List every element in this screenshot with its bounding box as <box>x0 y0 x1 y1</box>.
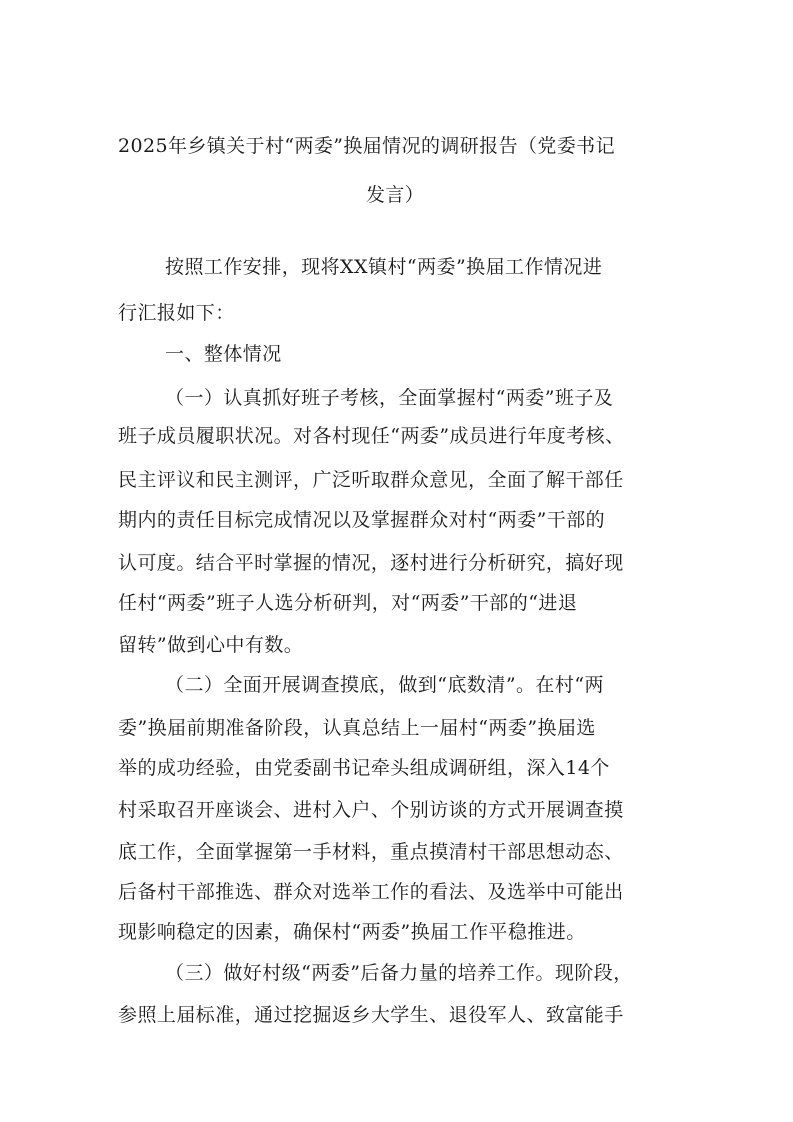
paragraph-line: 村采取召开座谈会、进村入户、个别访谈的方式开展调查摸 <box>118 799 624 821</box>
document-title-line-2: 发言） <box>366 184 425 206</box>
paragraph-line: 委”换届前期准备阶段，认真总结上一届村“两委”换届选 <box>118 717 596 739</box>
paragraph-line: 期内的责任目标完成情况以及掌握群众对村“两委”干部的 <box>118 509 606 531</box>
paragraph-line: （一）认真抓好班子考核，全面掌握村“两委”班子及 <box>165 387 614 409</box>
paragraph-line: 参照上届标准，通过挖掘返乡大学生、退役军人、致富能手 <box>118 1004 624 1026</box>
paragraph-line: 任村“两委”班子人选分析研判，对“两委”干部的“进退 <box>118 592 578 614</box>
paragraph-intro-line-1: 按照工作安排，现将XX镇村“两委”换届工作情况进 <box>165 256 603 278</box>
paragraph-line: 后备村干部推选、群众对选举工作的看法、及选举中可能出 <box>118 881 624 903</box>
paragraph-line: （二）全面开展调查摸底，做到“底数清”。在村“两 <box>165 674 604 696</box>
document-title-line-1: 2025年乡镇关于村“两委”换届情况的调研报告（党委书记 <box>118 135 615 157</box>
paragraph-line: 底工作，全面掌握第一手材料，重点摸清村干部思想动态、 <box>118 841 624 863</box>
section-heading-overall: 一、整体情况 <box>165 343 282 365</box>
paragraph-line: 班子成员履职状况。对各村现任“两委”成员进行年度考核、 <box>118 425 625 447</box>
paragraph-line: （三）做好村级“两委”后备力量的培养工作。现阶段， <box>165 962 633 984</box>
paragraph-line: 认可度。结合平时掌握的情况，逐村进行分析研究，搞好现 <box>118 552 624 574</box>
paragraph-line: 民主评议和民主测评，广泛听取群众意见，全面了解干部任 <box>118 469 624 491</box>
paragraph-line: 举的成功经验，由党委副书记牵头组成调研组，深入14个 <box>118 757 610 779</box>
paragraph-line: 现影响稳定的因素，确保村“两委”换届工作平稳推进。 <box>118 921 586 943</box>
paragraph-line: 留转”做到心中有数。 <box>118 634 304 656</box>
paragraph-intro-line-2: 行汇报如下： <box>118 302 235 324</box>
